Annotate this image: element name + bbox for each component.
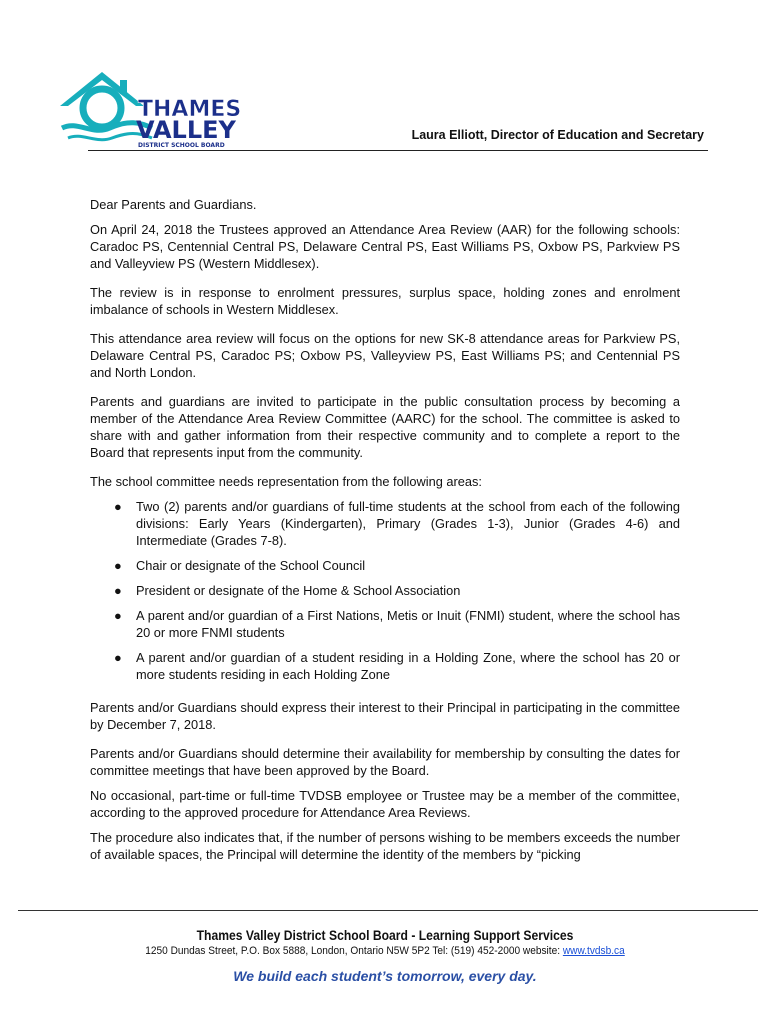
- letter-body: [90, 196, 680, 875]
- paragraph-availability: Parents and/or Guardians should determine their availability for membership by consulting the dates for committee meetings that have been approved by the Board.: [90, 746, 680, 778]
- header-divider: [88, 150, 708, 151]
- footer-title: Thames Valley District School Board - Learning Support Services: [196, 928, 574, 943]
- paragraph-aar-approval: On April 24, 2018 the Trustees approved an Attendance Area Review (AAR) for the following schools: Caradoc PS, Centennial Central PS, Delaware Central PS, East Williams PS, Oxbow PS, Parkview PS and Valleyview PS (Western Middlesex).: [90, 222, 680, 271]
- director-name: Laura Elliott, Director of Education and Secretary: [411, 128, 704, 142]
- paragraph-eligibility: No occasional, part-time or full-time TVDSB employee or Trustee may be a member of the committee, according to the approved procedure for Attendance Area Reviews.: [90, 788, 680, 820]
- list-item: ● President or designate of the Home & School Association: [114, 583, 461, 598]
- footer-address: [31, 945, 739, 957]
- logo-line3: DISTRICT SCHOOL BOARD: [138, 142, 225, 149]
- logo-line2: VALLEY: [136, 116, 236, 144]
- bullet-icon: ●: [114, 608, 122, 623]
- website-link[interactable]: www.tvdsb.ca: [562, 945, 625, 957]
- list-item: ● Two (2) parents and/or guardians of full-time students at the school from each of the following divisions: Early Years (Kindergarten), Primary (Grades 1-3), Junior (Grades 4-6) and Intermediate (Grades 7-8).: [114, 499, 680, 548]
- list-item: ● A parent and/or guardian of a First Nations, Metis or Inuit (FNMI) student, where the school has 20 or more FNMI students: [114, 608, 680, 640]
- paragraph-representation: The school committee needs representation from the following areas:: [90, 474, 482, 489]
- bullet-icon: ●: [114, 650, 122, 665]
- footer-divider: [18, 910, 758, 911]
- logo-line1: THAMES: [138, 97, 242, 122]
- tvdsb-logo: [58, 70, 243, 150]
- bullet-icon: ●: [114, 583, 122, 598]
- representation-list: [90, 498, 680, 683]
- paragraph-procedure: The procedure also indicates that, if the number of persons wishing to be members exceeds the number of available spaces, the Principal will determine the identity of the members by “picking: [90, 830, 680, 862]
- bullet-icon: ●: [114, 558, 122, 573]
- list-item: ● Chair or designate of the School Council: [114, 558, 366, 573]
- salutation: Dear Parents and Guardians.: [90, 197, 257, 212]
- list-item: ● A parent and/or guardian of a student residing in a Holding Zone, where the school has 20 or more students residing in each Holding Zone: [114, 650, 680, 682]
- paragraph-express-interest: Parents and/or Guardians should express their interest to their Principal in participating in the committee by December 7, 2018.: [90, 700, 680, 732]
- paragraph-review-reason: The review is in response to enrolment pressures, surplus space, holding zones and enrolment imbalance of schools in Western Middlesex.: [90, 285, 680, 317]
- paragraph-invitation: Parents and guardians are invited to participate in the public consultation process by becoming a member of the Attendance Area Review Committee (AARC) for the school. The committee is asked to share with and gather information from their respective community and to complete a report to the Board that represents input from the community.: [90, 394, 680, 460]
- footer-tagline: We build each student’s tomorrow, every day.: [233, 968, 537, 984]
- paragraph-review-focus: This attendance area review will focus on the options for new SK-8 attendance areas for Parkview PS, Delaware Central PS, Caradoc PS; Oxbow PS, Valleyview PS, East Williams PS; and Centennial PS and North London.: [90, 331, 680, 380]
- tvdsb-logo-graphic: [58, 70, 243, 150]
- bullet-icon: ●: [114, 499, 122, 514]
- footer-address-text: 1250 Dundas Street, P.O. Box 5888, London, Ontario N5W 5P2 Tel: (519) 452-2000 website:: [145, 945, 563, 957]
